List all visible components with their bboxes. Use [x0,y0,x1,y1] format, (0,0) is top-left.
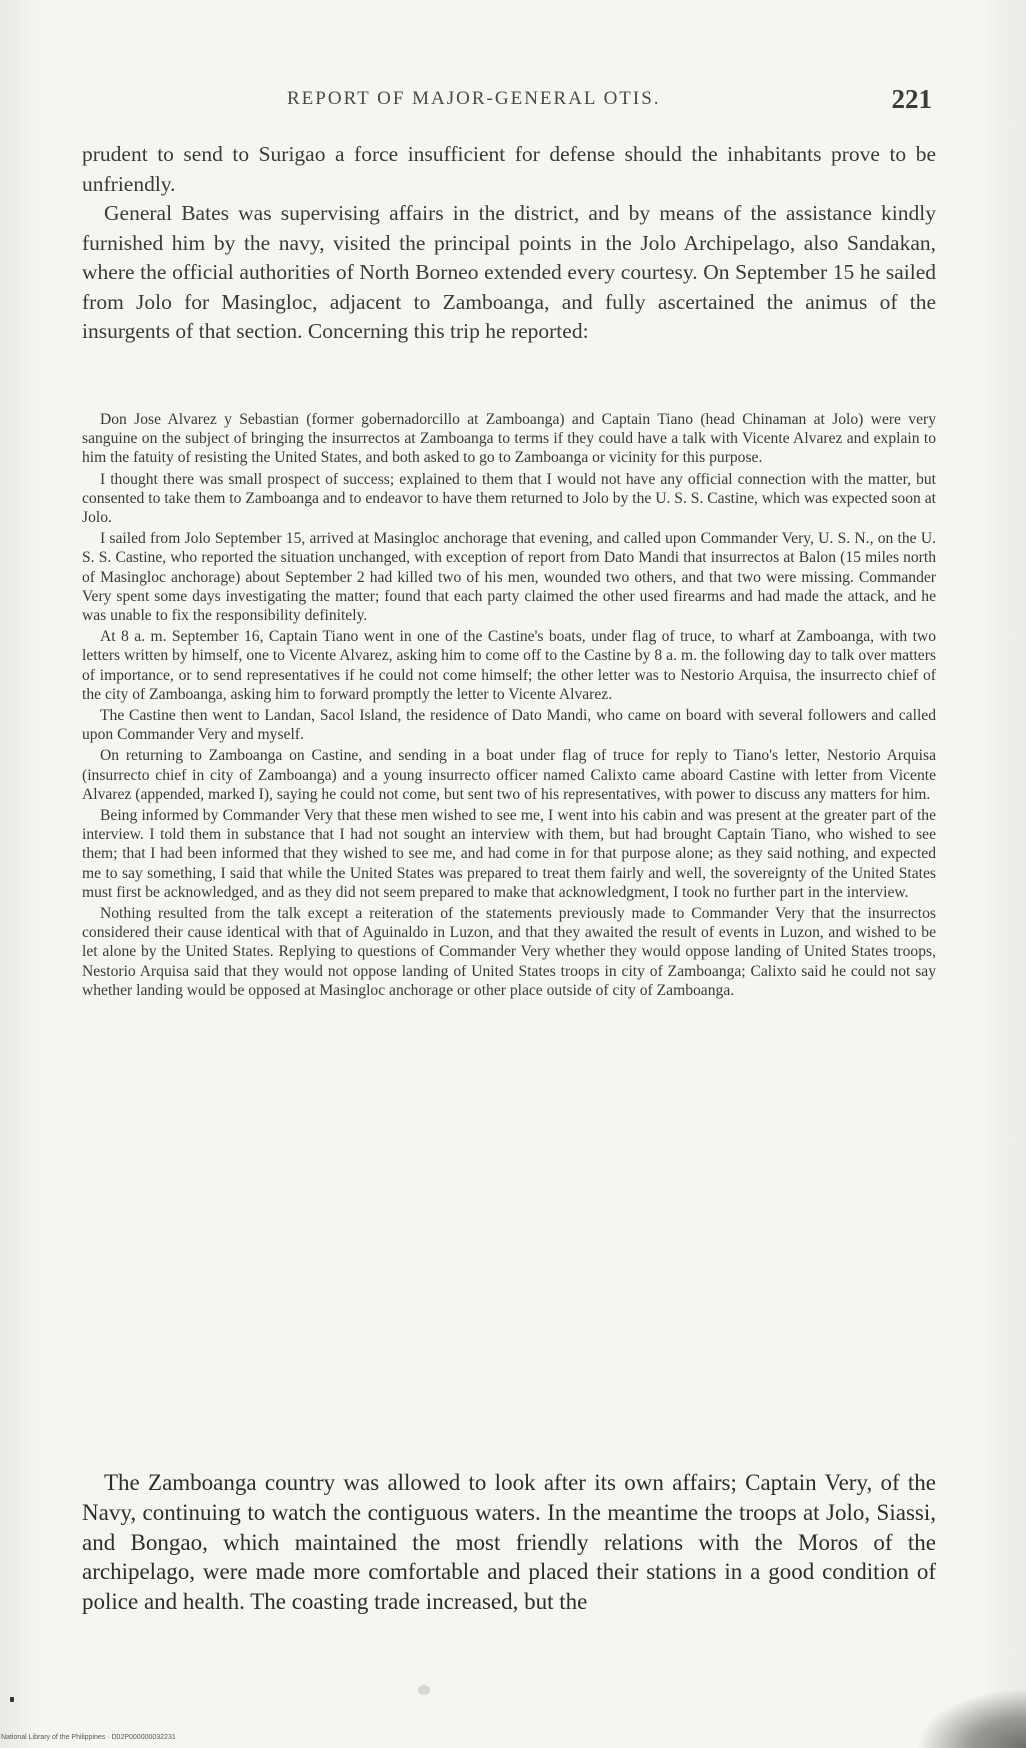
margin-mark [10,1697,14,1702]
quote-paragraph: I thought there was small prospect of success; explained to them that I would not have any official connection with the matter, but consented to take them to Zamboanga and to endeavor to have them returned to Jolo by the U. S. S. Castine, which was expected soon at Jolo. [82,470,936,527]
quote-paragraph: On returning to Zamboanga on Castine, and sending in a boat under flag of truce for reply to Tiano's letter, Nestorio Arquisa (insurrecto chief in city of Zamboanga) and a young insurrecto officer named Calixto came aboard Castine with letter from Vicente Alvarez (appended, marked I), saying he could not come, but sent two of his representatives, with power to discuss any matters for him. [82,747,936,803]
quote-paragraph: Nothing resulted from the talk except a reiteration of the statements previously made to Commander Very that the insurrectos considered their cause identical with that of Aguinaldo in Luzon, and that they awaited the result of events in Luzon, and wished to be let alone by the United States. Replying to questions of Commander Very whether they would oppose landing of United States troops, Nestorio Arquisa said that they would not oppose landing of United States troops in city of Zamboanga; Calixto said he could not say whether landing would be opposed at Masingloc anchorage or other place outside of city of Zamboanga. [82,905,936,999]
archive-footer: National Library of the Philippines · D02P000000032231 [1,1734,176,1741]
paragraph-continuation: prudent to send to Surigao a force insufficient for defense should the inhabitants prove to be unfriendly. [82,142,936,196]
page-header [82,84,932,120]
quoted-report [82,410,936,1002]
quote-paragraph: At 8 a. m. September 16, Captain Tiano went in one of the Castine's boats, under flag of truce, to wharf at Zamboanga, with two letters written by himself, one to Vicente Alvarez, asking him to come off to the Castine by 8 a. m. the following day to talk over matters of importance, or to send representatives if he could not come himself; the other letter was to Nestorio Arquisa, the insurrecto chief of the city of Zamboanga, asking him to forward promptly the letter to Vicente Alvarez. [82,628,936,703]
quote-paragraph: Don Jose Alvarez y Sebastian (former gobernadorcillo at Zamboanga) and Captain Tiano (head Chinaman at Jolo) were very sanguine on the subject of bringing the insurrectos at Zamboanga to terms if they could have a talk with Vicente Alvarez and explain to him the fatuity of resisting the United States, and both asked to go to Zamboanga or vicinity for this purpose. [82,411,936,467]
page-number: 221 [891,84,932,114]
page-blemish [418,1685,430,1695]
paragraph-general-bates: General Bates was supervising affairs in the district, and by means of the assistance kindly furnished him by the navy, visited the principal points in the Jolo Archipelago, also Sandakan, where the official authorities of North Borneo extended every courtesy. On September 15 he sailed from Jolo for Masingloc, adjacent to Zamboanga, and fully ascertained the animus of the insurgents of that section. Concerning this trip he reported: [82,201,936,343]
corner-shadow [916,1688,1026,1748]
running-head: REPORT OF MAJOR-GENERAL OTIS. [287,88,661,109]
quote-paragraph: I sailed from Jolo September 15, arrived at Masingloc anchorage that evening, and called upon Commander Very, U. S. N., on the U. S. S. Castine, who reported the situation unchanged, with exception of report from Dato Mandi that insurrectos at Balon (15 miles north of Masingloc anchorage) about September 2 had killed two of his men, wounded two others, and that two were missing. Commander Very spent some days investigating the matter; found that each party claimed the other used firearms and had made the attack, and he was unable to fix the responsibility definitely. [82,530,936,625]
quote-paragraph: Being informed by Commander Very that these men wished to see me, I went into his cabin and was present at the greater part of the interview. I told them in substance that I had not sought an interview with them, but had brought Captain Tiano, who wished to see them; that I had been informed that they wished to see me, and had come in for that purpose alone; as they said nothing, and expected me to say something, I said that while the United States was prepared to treat them fairly and well, the sovereignty of the United States must first be acknowledged, and as they did not seem prepared to make that acknowledgment, I took no further part in the interview. [82,807,936,901]
quote-paragraph: The Castine then went to Landan, Sacol Island, the residence of Dato Mandi, who came on board with several followers and called upon Commander Very and myself. [82,707,936,744]
body-text-top [82,140,936,347]
body-text-bottom [82,1468,936,1617]
paragraph-zamboanga-country: The Zamboanga country was allowed to look after its own affairs; Captain Very, of the Navy, continuing to watch the contiguous waters. In the meantime the troops at Jolo, Siassi, and Bongao, which maintained the most friendly relations with the Moros of the archipelago, were made more comfortable and placed their stations in a good condition of police and health. The coasting trade increased, but the [82,1470,936,1615]
